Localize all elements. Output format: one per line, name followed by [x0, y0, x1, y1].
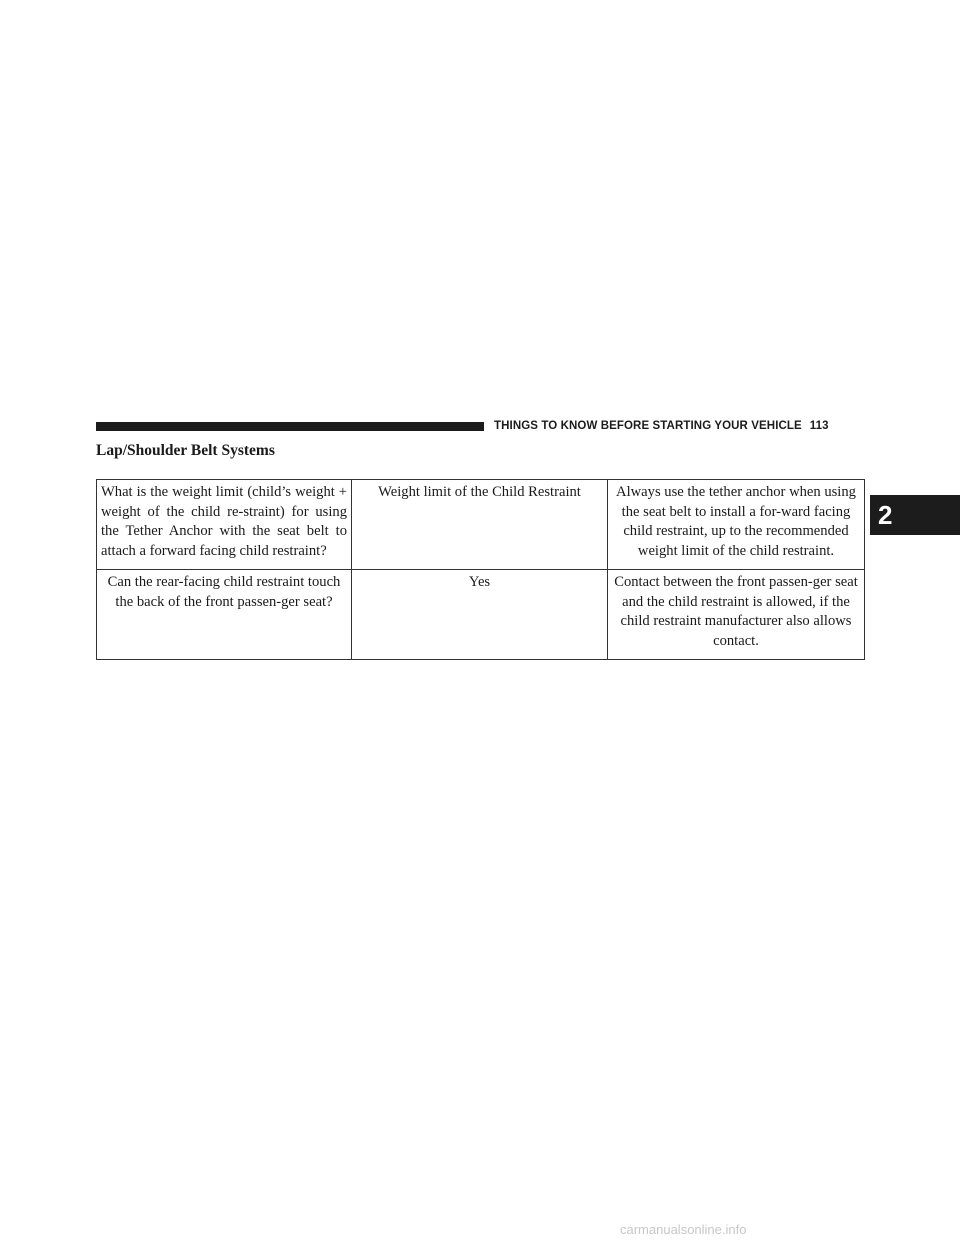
note-cell: Always use the tether anchor when using the seat belt to install a for-ward facing child restraint, up to the recommended weight limit of the child restraint. — [608, 480, 865, 570]
running-title: THINGS TO KNOW BEFORE STARTING YOUR VEHICLE — [494, 420, 802, 432]
chapter-tab[interactable]: 2 — [870, 495, 960, 535]
answer-cell: Weight limit of the Child Restraint — [352, 480, 608, 570]
running-header — [494, 419, 829, 434]
question-cell: Can the rear-facing child restraint touch the back of the front passen-ger seat? — [97, 570, 352, 660]
table-row — [97, 570, 865, 660]
tether-anchor-table — [96, 479, 865, 660]
question-cell: What is the weight limit (child’s weight + weight of the child re-straint) for using the Tether Anchor with the seat belt to attach a forward facing child restraint? — [97, 480, 352, 570]
section-title: Lap/Shoulder Belt Systems — [96, 442, 275, 459]
header-rule — [96, 422, 484, 431]
table-row — [97, 480, 865, 570]
page-number: 113 — [809, 420, 829, 432]
answer-cell: Yes — [352, 570, 608, 660]
watermark: carmanualsonline.info — [620, 1222, 747, 1237]
note-cell: Contact between the front passen-ger seat and the child restraint is allowed, if the child restraint manufacturer also allows contact. — [608, 570, 865, 660]
